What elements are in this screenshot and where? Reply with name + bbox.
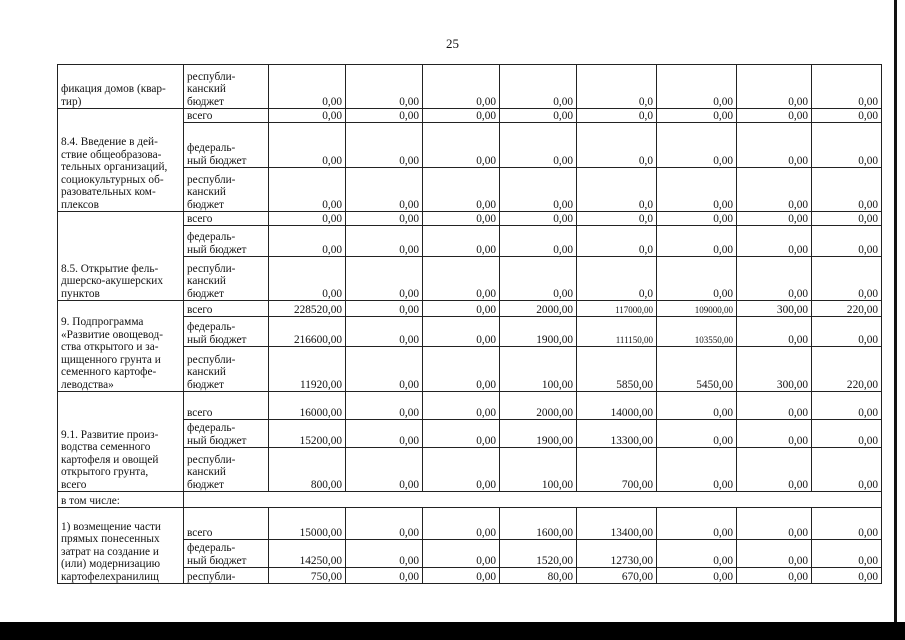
value-cell: 0,00: [657, 540, 737, 568]
value-cell: 0,00: [737, 212, 812, 226]
value-cell: 0,00: [500, 226, 577, 257]
value-cell: 0,00: [657, 257, 737, 301]
value-cell: 0,00: [423, 420, 500, 448]
funding-source: всего: [184, 392, 269, 420]
value-cell: 228520,00: [269, 301, 346, 317]
value-cell: 0,0: [577, 212, 657, 226]
value-cell: 0,00: [423, 347, 500, 392]
value-cell: 0,00: [812, 226, 882, 257]
value-cell: 0,00: [423, 226, 500, 257]
value-cell: 0,00: [737, 226, 812, 257]
value-cell: 0,00: [346, 317, 423, 347]
value-cell: 0,00: [657, 109, 737, 123]
program-cell: 9. Подпрограмма «Развитие овощевод- ства открытого и за- щищенного грунта и семенного картофе- леводства»: [58, 301, 184, 392]
value-cell: 0,00: [423, 123, 500, 168]
value-cell: 0,00: [346, 257, 423, 301]
value-cell: 2000,00: [500, 392, 577, 420]
table-row: [58, 301, 882, 317]
value-cell: 0,00: [737, 392, 812, 420]
value-cell: 1600,00: [500, 508, 577, 540]
value-cell: 220,00: [812, 347, 882, 392]
value-cell: 0,0: [577, 65, 657, 109]
funding-source: республи- канский бюджет: [184, 448, 269, 492]
value-cell: 80,00: [500, 568, 577, 584]
value-cell: 0,00: [346, 123, 423, 168]
value-cell: 0,00: [269, 109, 346, 123]
table-row: [58, 492, 882, 508]
value-cell: 0,00: [737, 568, 812, 584]
funding-source: федераль- ный бюджет: [184, 540, 269, 568]
table-row: [58, 508, 882, 540]
value-cell: 0,00: [346, 420, 423, 448]
table-row: [58, 109, 882, 123]
program-cell: 9.1. Развитие произ- водства семенного картофеля и овощей открытого грунта, всего: [58, 392, 184, 492]
funding-source: республи-: [184, 568, 269, 584]
value-cell: 0,00: [657, 448, 737, 492]
separator-cell: [184, 492, 882, 508]
value-cell: 0,00: [812, 168, 882, 212]
budget-table: [57, 64, 882, 584]
value-cell: 0,00: [346, 568, 423, 584]
value-cell: 103550,00: [657, 317, 737, 347]
value-cell: 0,00: [423, 212, 500, 226]
value-cell: 0,00: [423, 568, 500, 584]
value-cell: 15000,00: [269, 508, 346, 540]
funding-source: федераль- ный бюджет: [184, 226, 269, 257]
value-cell: 0,00: [423, 508, 500, 540]
value-cell: 0,0: [577, 168, 657, 212]
value-cell: 0,0: [577, 257, 657, 301]
value-cell: 14000,00: [577, 392, 657, 420]
value-cell: 0,00: [269, 123, 346, 168]
value-cell: 0,00: [812, 109, 882, 123]
value-cell: 5850,00: [577, 347, 657, 392]
value-cell: 0,00: [812, 212, 882, 226]
value-cell: 0,00: [269, 226, 346, 257]
value-cell: 0,00: [812, 420, 882, 448]
program-cell: 8.4. Введение в дей- ствие общеобразова- тельных организаций, социокультурных об- разовательных ком- плексов: [58, 109, 184, 212]
table-row: [58, 392, 882, 420]
funding-source: всего: [184, 212, 269, 226]
value-cell: 0,00: [737, 65, 812, 109]
funding-source: федераль- ный бюджет: [184, 317, 269, 347]
value-cell: 0,00: [812, 123, 882, 168]
value-cell: 0,00: [737, 109, 812, 123]
value-cell: 11920,00: [269, 347, 346, 392]
value-cell: 0,00: [812, 540, 882, 568]
value-cell: 0,00: [269, 168, 346, 212]
value-cell: 1900,00: [500, 420, 577, 448]
value-cell: 0,00: [423, 540, 500, 568]
funding-source: республи- канский бюджет: [184, 347, 269, 392]
value-cell: 109000,00: [657, 301, 737, 317]
value-cell: 1900,00: [500, 317, 577, 347]
program-cell: 8.5. Открытие фель- дшерско-акушерских пунктов: [58, 212, 184, 301]
value-cell: 0,00: [657, 508, 737, 540]
value-cell: 0,00: [657, 392, 737, 420]
value-cell: 0,00: [346, 168, 423, 212]
value-cell: 0,00: [423, 392, 500, 420]
funding-source: республи- канский бюджет: [184, 65, 269, 109]
value-cell: 0,00: [500, 123, 577, 168]
funding-source: федераль- ный бюджет: [184, 123, 269, 168]
value-cell: 0,00: [423, 317, 500, 347]
value-cell: 0,00: [812, 568, 882, 584]
value-cell: 0,00: [500, 168, 577, 212]
funding-source: всего: [184, 508, 269, 540]
value-cell: 0,00: [812, 448, 882, 492]
page-number: 25: [446, 36, 459, 51]
value-cell: 0,00: [500, 65, 577, 109]
value-cell: 13300,00: [577, 420, 657, 448]
funding-source: республи- канский бюджет: [184, 257, 269, 301]
value-cell: 16000,00: [269, 392, 346, 420]
value-cell: 0,00: [812, 257, 882, 301]
value-cell: 0,00: [657, 65, 737, 109]
value-cell: 0,00: [737, 317, 812, 347]
value-cell: 15200,00: [269, 420, 346, 448]
value-cell: 216600,00: [269, 317, 346, 347]
value-cell: 670,00: [577, 568, 657, 584]
value-cell: 0,00: [737, 168, 812, 212]
value-cell: 0,00: [657, 568, 737, 584]
value-cell: 0,00: [423, 257, 500, 301]
program-cell: в том числе:: [58, 492, 184, 508]
value-cell: 0,00: [346, 301, 423, 317]
value-cell: 300,00: [737, 301, 812, 317]
value-cell: 0,00: [657, 420, 737, 448]
value-cell: 0,00: [346, 109, 423, 123]
value-cell: 0,00: [346, 347, 423, 392]
value-cell: 0,00: [423, 168, 500, 212]
value-cell: 111150,00: [577, 317, 657, 347]
value-cell: 0,00: [737, 123, 812, 168]
value-cell: 0,00: [423, 301, 500, 317]
value-cell: 0,00: [423, 109, 500, 123]
value-cell: 0,00: [269, 65, 346, 109]
value-cell: 0,0: [577, 109, 657, 123]
value-cell: 0,00: [657, 168, 737, 212]
value-cell: 0,00: [812, 317, 882, 347]
value-cell: 0,00: [500, 257, 577, 301]
value-cell: 700,00: [577, 448, 657, 492]
value-cell: 0,00: [346, 448, 423, 492]
value-cell: 220,00: [812, 301, 882, 317]
value-cell: 0,00: [346, 392, 423, 420]
scan-border: [0, 622, 905, 640]
program-cell: 1) возмещение части прямых понесенных затрат на создание и (или) модернизацию картофелехранилищ: [58, 508, 184, 584]
value-cell: 0,00: [346, 226, 423, 257]
value-cell: 0,00: [346, 212, 423, 226]
value-cell: 0,00: [346, 540, 423, 568]
value-cell: 14250,00: [269, 540, 346, 568]
table-row: [58, 65, 882, 109]
value-cell: 2000,00: [500, 301, 577, 317]
value-cell: 0,00: [657, 226, 737, 257]
funding-source: республи- канский бюджет: [184, 168, 269, 212]
value-cell: 13400,00: [577, 508, 657, 540]
value-cell: 0,00: [737, 257, 812, 301]
value-cell: 0,0: [577, 123, 657, 168]
funding-source: всего: [184, 301, 269, 317]
value-cell: 0,00: [657, 123, 737, 168]
value-cell: 100,00: [500, 448, 577, 492]
value-cell: 12730,00: [577, 540, 657, 568]
value-cell: 0,00: [346, 508, 423, 540]
value-cell: 0,00: [812, 392, 882, 420]
value-cell: 0,00: [812, 508, 882, 540]
funding-source: всего: [184, 109, 269, 123]
value-cell: 5450,00: [657, 347, 737, 392]
value-cell: 1520,00: [500, 540, 577, 568]
value-cell: 0,00: [423, 65, 500, 109]
page-edge: [894, 0, 897, 622]
value-cell: 0,00: [269, 257, 346, 301]
value-cell: 800,00: [269, 448, 346, 492]
value-cell: 0,00: [269, 212, 346, 226]
funding-source: федераль- ный бюджет: [184, 420, 269, 448]
value-cell: 0,00: [812, 65, 882, 109]
value-cell: 117000,00: [577, 301, 657, 317]
value-cell: 0,00: [737, 540, 812, 568]
value-cell: 300,00: [737, 347, 812, 392]
value-cell: 0,00: [737, 508, 812, 540]
value-cell: 750,00: [269, 568, 346, 584]
value-cell: 0,00: [737, 420, 812, 448]
value-cell: 0,00: [657, 212, 737, 226]
value-cell: 0,00: [737, 448, 812, 492]
table-row: [58, 212, 882, 226]
value-cell: 0,00: [346, 65, 423, 109]
value-cell: 0,00: [500, 212, 577, 226]
program-cell: фикация домов (квар- тир): [58, 65, 184, 109]
value-cell: 0,00: [423, 448, 500, 492]
value-cell: 0,00: [500, 109, 577, 123]
value-cell: 0,0: [577, 226, 657, 257]
value-cell: 100,00: [500, 347, 577, 392]
